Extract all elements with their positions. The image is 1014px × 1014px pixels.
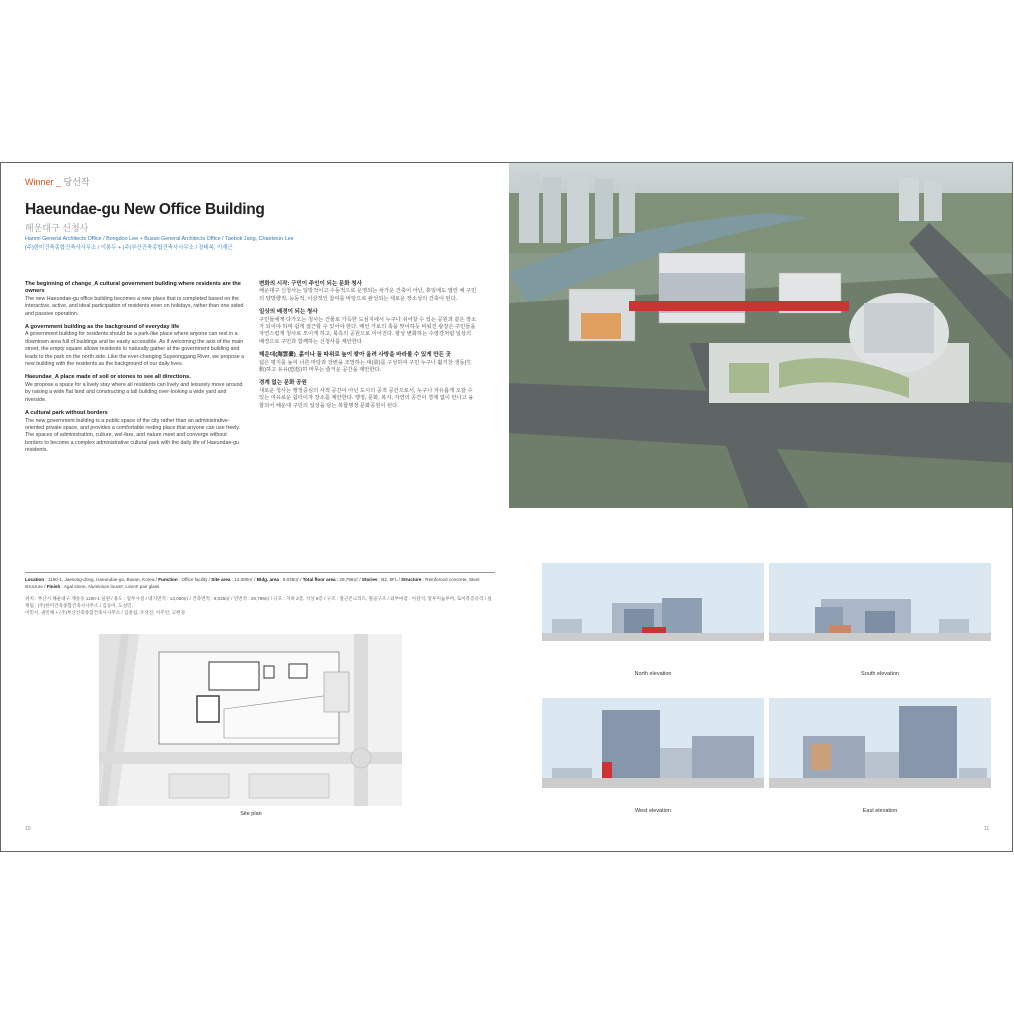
site-plan-caption: Site plan <box>240 811 262 817</box>
section-body: 해운대구 신청사는 일방적이고 수동적으로 운영되는 차가운 건축이 아닌, 휴일에도 열린 채 구민의 양방향적, 능동적, 이상적인 참여를 바탕으로 완성되는 새로운 장소성의 건축이 된다. <box>259 288 477 302</box>
section-body: The new Haeundae-gu office building becomes a new place that is completed based on the interactive, active, and ideal participation of residents even on holidays, rather than one sided and passive operation. <box>25 295 244 317</box>
kicker-korean: 당선작 <box>63 177 90 187</box>
kicker <box>25 175 90 188</box>
west-elevation-caption: West elevation <box>635 808 671 814</box>
west-elevation-drawing <box>542 698 764 788</box>
site-plan-drawing <box>99 634 402 806</box>
magazine-spread <box>0 162 1013 852</box>
section-body: 구민들에게 다가오는 청사는 건물로 가득한 도심지에서 누구나 쉬어갈 수 있는 공원과 같은 장소가 되어야 하며 쉽게 접근할 수 있어야 한다. 메인 가로의 축을 맞이하듯 비워진 광장은 구민들을 자연스럽게 청사로 모이게 하고, 북측의 공원으로 이어진다. 항상 변화하는 수영강처럼 일상의 배경으로 구민과 함께하는 신청사를 제안한다. <box>259 316 477 345</box>
south-elevation-caption: South elevation <box>861 671 899 677</box>
kicker-winner: Winner _ <box>25 177 62 187</box>
section-body: 넓은 평지를 높여 너른 마당과 강변을 조망하는 대(臺)를 구성하여 구민 누구나 활기찬 생동(生動)하고 유유(悠悠)히 머무는 즐거운 공간을 제안한다. <box>259 359 472 374</box>
project-info-korean-cont: 이민서, 권민채 + (주)부산건축종합건축사사무소 / 김종섭, 조석진, 이주연, 고현경 <box>25 610 185 615</box>
east-elevation-drawing <box>769 698 991 788</box>
project-info-korean: 위치 : 부산시 해운대구 재송동 1190-1 일원 / 용도 : 업무시설 / 대지면적 : 13,080㎡ / 건축면적 : 6,035㎡ / 연면적 : 29,796㎡ / 규모 : 지하 2층, 지상 8층 / 구조 : 철근콘크리트, 철골구조 / 외부마감 : 아갈석, 알루미늄루버, 로이복층유리 / 설계팀 : (주)한미건축종합건축사사무소 / 김승미, 도성민, <box>25 596 492 608</box>
south-elevation-drawing <box>769 563 991 641</box>
english-text-column <box>25 281 245 461</box>
section-body: A government building for residents should be a park-like place where anyone can rest in a downtown area full of buildings and be easily accessible. As if welcoming the axis of the main street, the empty square allows residents to naturally gather at the government building and leads to the park on the north side. Like the ever-changing Suyeonggang River, we propose a new building with the residents as the background of our daily lives. <box>25 331 245 368</box>
credits-korean: (주)한미건축종합건축사사무소 / 이봉두 + (주)부산건축종합건축사사무소 / 장태복, 이재근 <box>25 245 233 251</box>
section-heading: A government building as the background of everyday life <box>25 324 180 331</box>
section-heading: 해운대(海雲臺)_흙이나 돌 따위로 높이 쌓아 올려 사방을 바라볼 수 있게 만든 곳 <box>259 352 452 359</box>
section-heading: The beginning of change_A cultural government building where residents are the owners <box>25 281 241 295</box>
architect-credits <box>25 235 385 253</box>
korean-text-column <box>259 281 477 416</box>
project-info-english: Location : 1190-1, Jaesong-dong, Haeundae-gu, Busan, Korea / Function : Office facility / Site area : 13,080㎡ / Bldg. area : 6,035㎡ / Total floor area : 29,796㎡ / Stories : B2, 8FL / Structure : Reinforced concrete, Steel structure / Finish : Agal stone, Aluminium louver, Low-E pair glass <box>25 577 480 589</box>
section-heading: A cultural park without borders <box>25 410 108 417</box>
page-number-left: 10 <box>25 826 31 832</box>
credits-english: Hanmi General Architects Office / Bongdoo Lee + Busan General Architects Office / Taebok Jang, Chaekeun Lee <box>25 236 294 242</box>
page-number-right: 11 <box>984 826 990 832</box>
article-title: Haeundae-gu New Office Building <box>25 201 265 218</box>
aerial-rendering <box>509 163 1013 508</box>
article-subtitle: 해운대구 신청사 <box>25 223 89 233</box>
north-elevation-caption: North elevation <box>634 671 672 677</box>
project-info <box>25 572 495 616</box>
section-heading: 경계 없는 문화 공원 <box>259 380 307 387</box>
section-heading: Haeundae_A place made of soil or stones to see all directions. <box>25 374 191 381</box>
section-heading: 변화의 시작: 구민이 주인이 되는 문화 청사 <box>259 281 363 287</box>
section-body: 새로운 청사는 행정중심의 사적 공간이 아닌 도시의 공적 공간으로서, 누구나 자유롭게 오갈 수 있는 여유로운 쉼터이자 장소를 제안한다. 행정, 문화, 복지, 자연의 공간이 경계 없이 만나고 융합되어 해운대 구민의 일상을 담는 복합행정 문화공원이 된다. <box>259 387 474 409</box>
east-elevation-caption: East elevation <box>862 808 898 814</box>
north-elevation-drawing <box>542 563 764 641</box>
section-heading: 일상의 배경이 되는 청사 <box>259 309 318 316</box>
section-body: The new government building is a public space of the city rather than an administrative-oriented private space, and provides a comfortable resting place that anyone can use freely. The spaces of administration, culture, wel-fare, and nature meet and converge without borders to become a complex administrative cultural park with the daily life of Haeundae-gu residents. <box>25 417 241 454</box>
section-body: We propose a space for a lively stay where all residents can lively and leisurely move around by raising a wide flat land and constructing a tall building over-looking a wide yard and riverside. <box>25 381 243 403</box>
